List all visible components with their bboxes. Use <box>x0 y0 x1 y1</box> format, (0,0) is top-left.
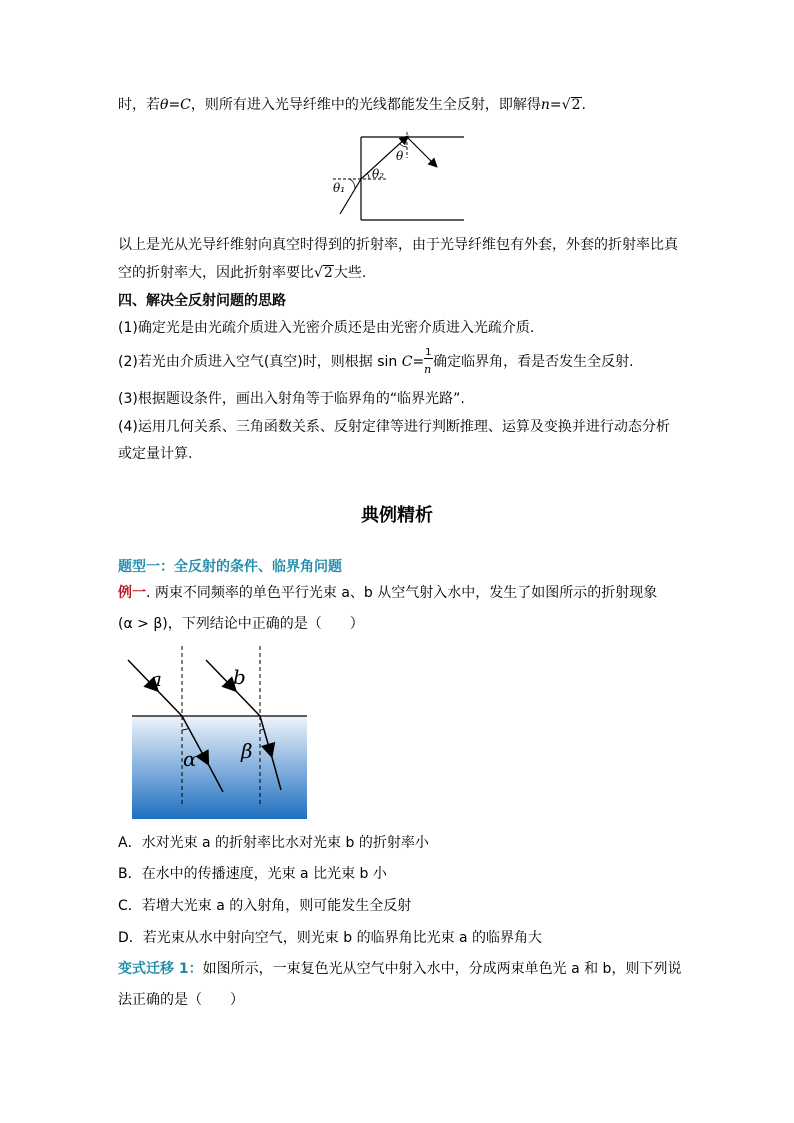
option-c: C．若增大光束 a 的入射角，则可能发生全反射 <box>118 898 412 914</box>
para-line-1: 以上是光从光导纤维射向真空时得到的折射率，由于光导纤维包有外套，外套的折射率比真 <box>118 237 678 253</box>
section4-heading: 四、解决全反射问题的思路 <box>118 293 286 309</box>
section4-step1: (1)确定光是由光疏介质进入光密介质还是由光密介质进入光疏介质. <box>118 320 535 336</box>
fraction-1-over-n: $\frac{1}{n}$ <box>424 347 432 376</box>
reflected-ray <box>407 137 436 166</box>
section4-step3: (3)根据题设条件，画出入射角等于临界角的“临界光路”. <box>118 391 465 407</box>
section4-step2: (2)若光由介质进入空气(真空)时，则根据 sin C= $\frac{1}{n}$ 确定临界角，看是否发生全反射. <box>118 347 634 376</box>
label-a: a <box>150 667 162 691</box>
water-body <box>132 716 307 819</box>
fiber-diagram <box>328 130 468 226</box>
label-theta2: θ₂ <box>372 167 385 181</box>
type1-heading: 题型一：全反射的条件、临界角问题 <box>118 559 342 575</box>
label-alpha: α <box>183 747 197 771</box>
water-refraction-diagram <box>120 644 320 824</box>
label-theta1: θ₁ <box>333 181 346 195</box>
ray-b-incident <box>206 660 234 689</box>
option-a: A．水对光束 a 的折射率比水对光束 b 的折射率小 <box>118 835 429 851</box>
example-line-2: (α > β)，下列结论中正确的是（ ） <box>118 616 364 632</box>
option-d: D．若光束从水中射向空气，则光束 b 的临界角比光束 a 的临界角大 <box>118 930 543 946</box>
section-title: 典例精析 <box>361 505 433 526</box>
label-theta: θ <box>396 149 404 163</box>
variant-line-2: 法正确的是（ ） <box>118 992 244 1008</box>
label-b: b <box>233 665 246 689</box>
example-label: 例一 <box>118 585 146 601</box>
label-beta: β <box>241 739 253 763</box>
section4-step4-line1: (4)运用几何关系、三角函数关系、反射定律等进行判断推理、运算及变换并进行动态分析 <box>118 419 670 435</box>
para-line-2: 空的折射率大，因此折射率要比√2大些. <box>118 265 367 281</box>
option-b: B．在水中的传播速度，光束 a 比光束 b 小 <box>118 866 387 882</box>
variant-line-1: 变式迁移 1：如图所示，一束复色光从空气中射入水中，分成两束单色光 a 和 b，则下列说 <box>118 961 682 977</box>
intro-line: 时，若θ=C，则所有进入光导纤维中的光线都能发生全反射，即解得n=√2. <box>118 97 586 113</box>
example-line-1: 例一. 两束不同频率的单色平行光束 a、b 从空气射入水中，发生了如图所示的折射现象 <box>118 585 658 601</box>
variant-label: 变式迁移 1： <box>118 961 203 977</box>
section4-step4-line2: 或定量计算. <box>118 446 193 462</box>
